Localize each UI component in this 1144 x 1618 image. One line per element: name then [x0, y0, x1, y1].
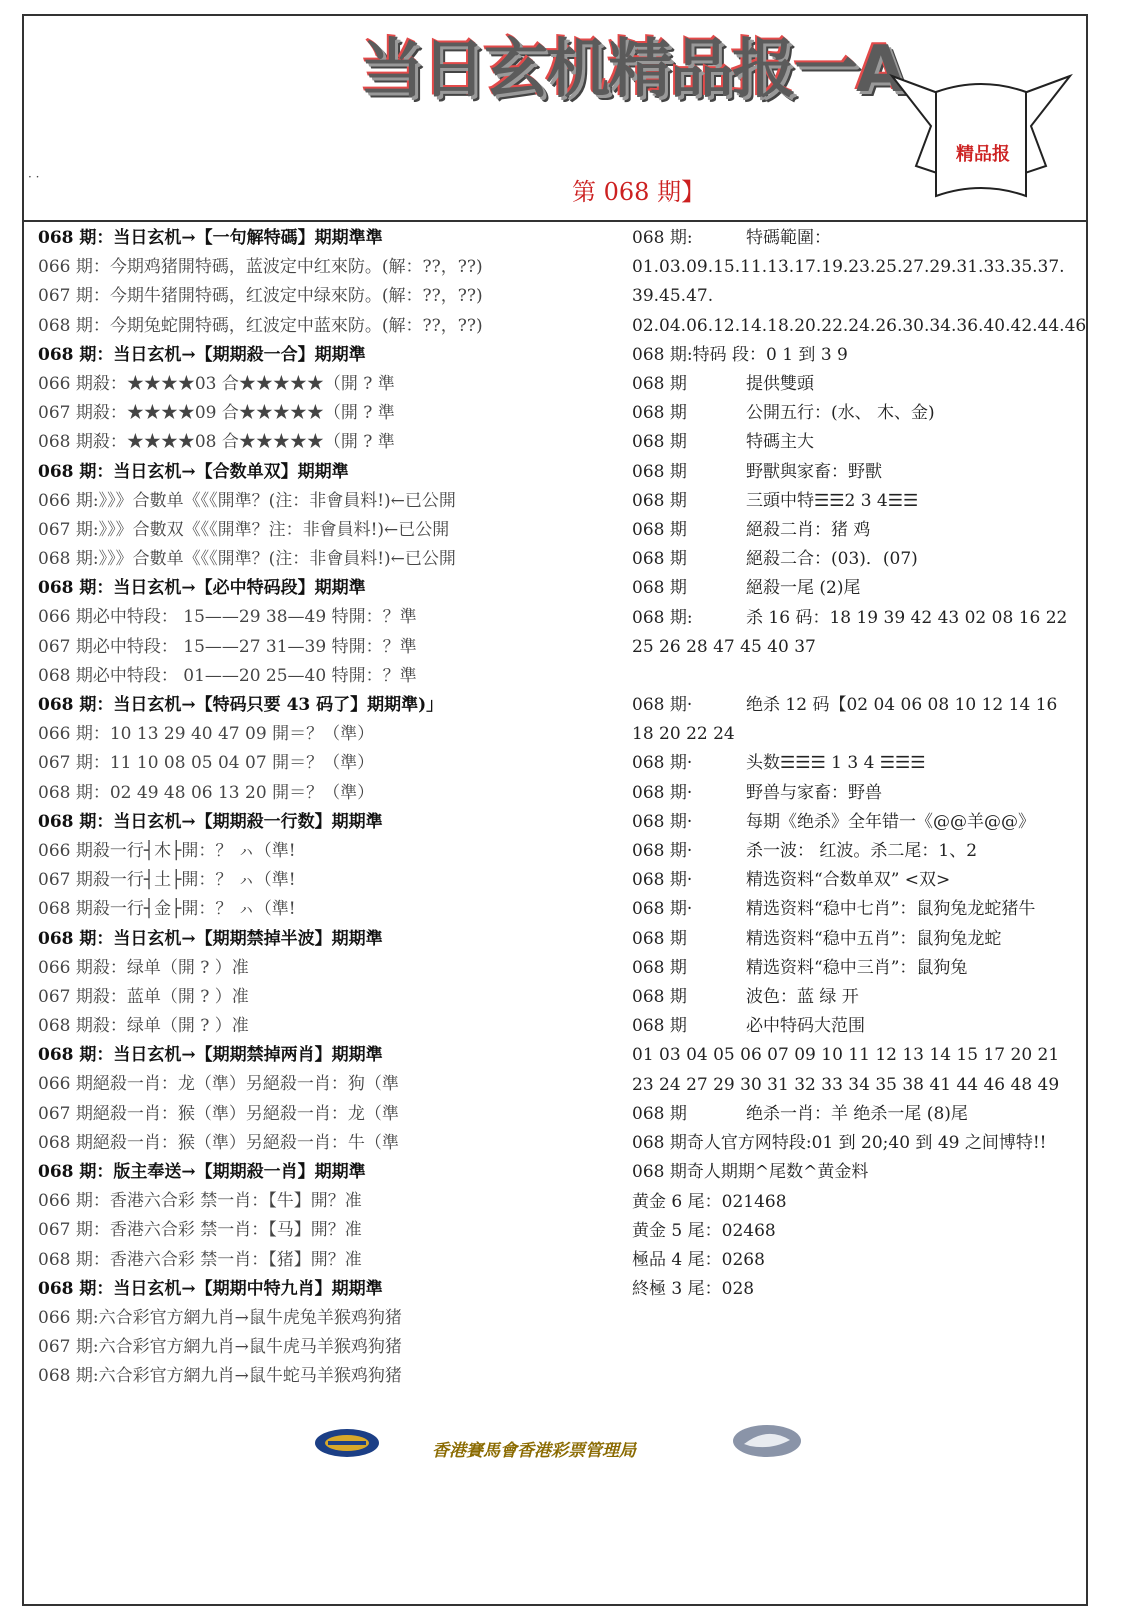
list-item: [632, 808, 1072, 837]
issue-label: 068 期: [632, 432, 687, 453]
issue-label: 068 期: [632, 374, 687, 395]
item-text: 野獸與家畜：野獸: [746, 461, 882, 482]
list-item: [632, 458, 1072, 487]
list-item: 066 期：香港六合彩 禁一肖：【牛】開？准: [38, 1191, 362, 1212]
list-item: [632, 1012, 1072, 1041]
list-item: 066 期:》》》合數单《《《開準？(注：非會員料!)←已公開: [38, 490, 456, 511]
item-text: 野兽与家畜：野兽: [746, 782, 882, 803]
list-item: [632, 545, 1072, 574]
right-column: [632, 224, 1087, 1304]
list-item: 066 期：10 13 29 40 47 09 開＝？（準）: [38, 724, 375, 745]
list-item: 067 期絕殺一肖：猴（準）另絕殺一肖：龙（準: [38, 1103, 399, 1124]
item-text: 068 期奇人官方网特段:01 到 20;40 到 49 之间博特!!: [632, 1133, 1047, 1154]
list-item: [632, 399, 1072, 428]
list-item: [632, 983, 1072, 1012]
section-heading: 068 期：当日玄机→【一句解特碼】期期準準: [38, 228, 383, 248]
item-text: 精选资料“合数单双” <双>: [746, 870, 951, 891]
list-item: [632, 779, 1072, 808]
issue-label: 068 期: [632, 1016, 687, 1037]
list-item: [632, 1100, 1072, 1129]
list-item: 068 期：今期兔蛇開特碼，红波定中蓝來防。(解：??，??): [38, 315, 483, 336]
list-item: 068 期絕殺一肖：猴（準）另絕殺一肖：牛（準: [38, 1132, 399, 1153]
item-text: 02.04.06.12.14.18.20.22.24.26.30.34.36.40.42.44.46: [632, 315, 1087, 336]
list-item: 068 期:六合彩官方網九肖→鼠牛蛇马羊猴鸡狗猪: [38, 1366, 402, 1387]
item-text: 黄金 5 尾：02468: [632, 1220, 776, 1241]
list-item: 066 期：今期鸡猪開特碼，蓝波定中红來防。(解：??，??): [38, 257, 483, 278]
left-column: [38, 224, 598, 1392]
item-text: 波色：蓝 绿 开: [746, 987, 859, 1008]
lottery-logo-icon: [732, 1424, 802, 1458]
section-heading: 068 期：当日玄机→【期期中特九肖】期期準: [38, 1278, 383, 1299]
item-text: 提供雙頭: [746, 374, 814, 395]
issue-label: 068 期: [632, 928, 687, 949]
issue-label: 068 期·: [632, 811, 693, 832]
section-heading: 068 期：当日玄机→【期期殺一合】期期準: [38, 344, 366, 365]
list-item: [632, 1246, 1072, 1275]
list-item: [632, 866, 1072, 895]
list-item: [632, 1188, 1072, 1217]
item-text: 精选资料“稳中三肖”：鼠狗兔: [746, 957, 968, 978]
jockey-club-logo-icon: [314, 1428, 380, 1458]
issue-label: 068 期·: [632, 753, 693, 774]
issue-label: 068 期: [632, 957, 687, 978]
issue-label: 068 期: [632, 578, 687, 599]
page-title: 当日玄机精品报一A: [360, 33, 904, 107]
item-text: 絕殺二肖：猪 鸡: [746, 520, 871, 541]
list-item: 067 期殺：蓝单（開 ? ）准: [38, 986, 249, 1007]
list-item: [632, 749, 1072, 778]
issue-label: 068 期: [632, 461, 687, 482]
list-item: 068 期必中特段： 01——20 25—40 特開：？準: [38, 665, 417, 686]
list-item: [632, 925, 1072, 954]
list-item: 067 期必中特段： 15——27 31—39 特開：？準: [38, 636, 417, 657]
list-item: [632, 837, 1072, 866]
issue-label: 068 期·: [632, 899, 693, 920]
item-text: 每期《绝杀》全年错一《@@羊@@》: [746, 811, 1035, 832]
list-item: [632, 1275, 1072, 1304]
item-text: 終極 3 尾：028: [632, 1279, 755, 1300]
section-heading: 068 期：当日玄机→【期期禁掉两肖】期期準: [38, 1045, 383, 1066]
list-item: 067 期:》》》合數双《《《開準？注：非會員料!)←已公開: [38, 519, 450, 540]
item-text: 公開五行：(水、 木、金): [746, 403, 935, 424]
issue-label: 068 期·: [632, 782, 693, 803]
item-text: 精选资料“稳中七肖”：鼠狗兔龙蛇猪牛: [746, 899, 1036, 920]
issue-label: 068 期: [632, 403, 687, 424]
item-text: 絕殺一尾 (2)尾: [746, 578, 861, 599]
list-item: [632, 1158, 1072, 1187]
issue-label: 068 期:: [632, 607, 693, 628]
section-heading: 068 期：当日玄机→【特码只要 43 码了】期期準)」: [38, 695, 444, 715]
list-item: 066 期殺一行┤木├開：？ ㇵ（準!: [38, 840, 296, 861]
list-item: 067 期殺：★★★★09 合★★★★★（開 ? 準: [38, 403, 395, 424]
item-text: 三頭中特☰☰2 3 4☰☰: [746, 490, 919, 511]
item-text: 特碼主大: [746, 432, 814, 453]
list-item: 066 期絕殺一肖：龙（準）另絕殺一肖：狗（準: [38, 1074, 399, 1095]
list-item: [632, 1041, 1072, 1099]
issue-label: 068 期·: [632, 870, 693, 891]
item-text: 特碼範圍：: [746, 228, 831, 248]
item-text: 068 期:特码 段：0 1 到 3 9: [632, 344, 848, 365]
list-item: 066 期必中特段： 15——29 38—49 特開：？準: [38, 607, 417, 628]
list-item: [632, 224, 1072, 253]
section-heading: 068 期：当日玄机→【合数单双】期期準: [38, 461, 349, 482]
list-item: 067 期：今期牛猪開特碼，红波定中绿來防。(解：??，??): [38, 286, 483, 307]
decor-dots: · ·: [28, 170, 40, 184]
list-item: 067 期:六合彩官方網九肖→鼠牛虎马羊猴鸡狗猪: [38, 1337, 402, 1358]
section-heading: 068 期：版主奉送→【期期殺一肖】期期準: [38, 1162, 366, 1182]
item-text: 必中特码大范围: [746, 1016, 865, 1037]
list-item: [632, 691, 1072, 749]
list-item: [632, 370, 1072, 399]
list-item: 068 期殺：★★★★08 合★★★★★（開 ? 準: [38, 432, 395, 453]
issue-label: 068 期: [632, 549, 687, 570]
list-item: 066 期:六合彩官方網九肖→鼠牛虎兔羊猴鸡狗猪: [38, 1307, 402, 1328]
item-text: 極品 4 尾：0268: [632, 1249, 765, 1270]
item-text: 01 03 04 05 06 07 09 10 11 12 13 14 15 17 20 21 23 24 27 29 30 31 32 33 34 35 38 41 44 46 48 49: [632, 1045, 1060, 1095]
list-item: [632, 895, 1072, 924]
item-text: 绝杀一肖：羊 绝杀一尾 (8)尾: [746, 1103, 968, 1124]
section-heading: 068 期：当日玄机→【期期禁掉半波】期期準: [38, 928, 383, 949]
issue-label: 068 期·: [632, 695, 693, 716]
item-text: 头数☰☰☰ 1 3 4 ☰☰☰: [746, 753, 926, 774]
badge-label: 精品报: [956, 144, 1010, 165]
issue-label: 068 期·: [632, 841, 693, 862]
issue-label: 068 期: [632, 490, 687, 511]
item-text: 黄金 6 尾：021468: [632, 1191, 787, 1212]
list-item: 068 期殺：绿单（開 ? ）准: [38, 1016, 249, 1037]
list-item: [632, 487, 1072, 516]
list-item: [632, 516, 1072, 545]
list-item: 068 期殺一行┤金├開：？ ㇵ（準!: [38, 899, 296, 920]
item-text: 精选资料“稳中五肖”：鼠狗兔龙蛇: [746, 928, 1002, 949]
list-item: [632, 954, 1072, 983]
item-text: 绝杀 12 码【02 04 06 08 10 12 14 16 18 20 22 24: [632, 695, 1058, 745]
list-item: [632, 1129, 1072, 1158]
list-item: 068 期：香港六合彩 禁一肖：【猪】開？准: [38, 1249, 362, 1270]
list-item: [632, 312, 1087, 341]
list-item: 066 期殺：★★★★03 合★★★★★（開 ? 準: [38, 373, 395, 394]
list-item: 067 期：香港六合彩 禁一肖：【马】開？准: [38, 1220, 362, 1241]
list-item: [632, 604, 1072, 662]
list-item: 066 期殺：绿单（開 ? ）准: [38, 957, 249, 978]
section-heading: 068 期：当日玄机→【必中特码段】期期準: [38, 578, 366, 599]
issue-label: 068 期: [632, 1103, 687, 1124]
issue-label: 068 期:: [632, 228, 693, 248]
list-item: 067 期：11 10 08 05 04 07 開＝？（準）: [38, 753, 375, 774]
spacer: [632, 662, 1072, 691]
banner-emblem-icon: [886, 56, 1076, 206]
footer-text: 香港賽馬會香港彩票管理局: [432, 1441, 636, 1461]
issue-label: 068 期: [632, 987, 687, 1008]
item-text: 068 期奇人期期^尾数^黄金料: [632, 1162, 869, 1183]
item-text: 杀 16 码：18 19 39 42 43 02 08 16 22 25 26 28 47 45 40 37: [632, 607, 1068, 657]
issue-label: 068 期: [632, 520, 687, 541]
issue-number: 第 068 期】: [572, 178, 706, 206]
list-item: [632, 341, 1072, 370]
list-item: [632, 574, 1072, 603]
list-item: [632, 253, 1072, 311]
list-item: [632, 1217, 1072, 1246]
list-item: 068 期：02 49 48 06 13 20 開＝？（準）: [38, 782, 375, 803]
list-item: 068 期:》》》合數单《《《開準？(注：非會員料!)←已公開: [38, 549, 456, 570]
list-item: 067 期殺一行┤土├開：？ ㇵ（準!: [38, 870, 296, 891]
section-heading: 068 期：当日玄机→【期期殺一行数】期期準: [38, 811, 383, 832]
list-item: [632, 428, 1072, 457]
header-divider: [22, 220, 1088, 222]
item-text: 01.03.09.15.11.13.17.19.23.25.27.29.31.33.35.37.39.45.47.: [632, 257, 1065, 307]
item-text: 絕殺二合：(03)．(07): [746, 549, 918, 570]
item-text: 杀一波： 红波。杀二尾：1、2: [746, 841, 978, 862]
